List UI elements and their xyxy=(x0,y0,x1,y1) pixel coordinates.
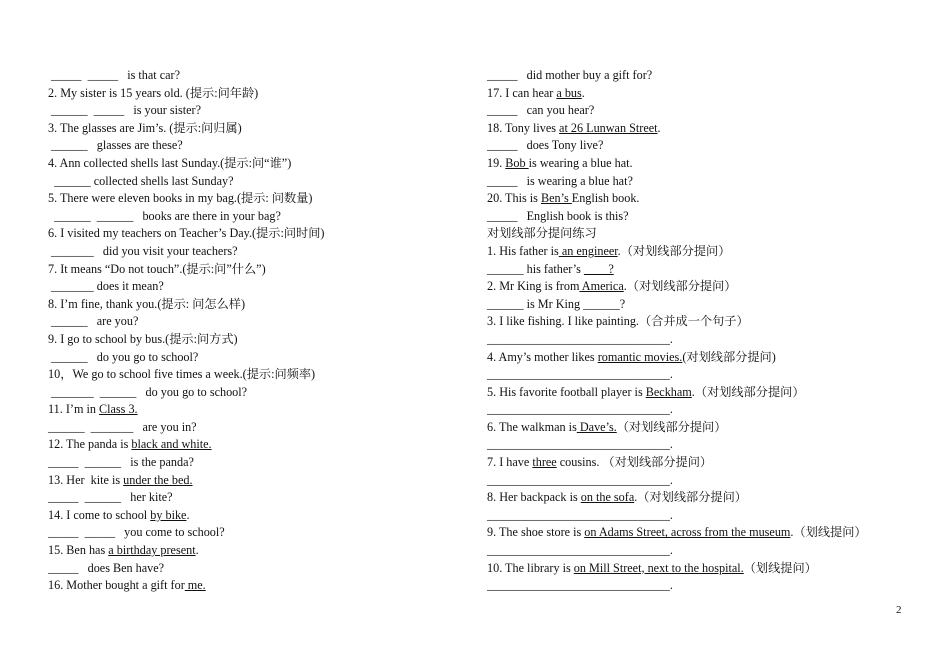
text-line xyxy=(48,524,448,542)
text-line xyxy=(487,102,917,120)
text-segment: ______________________________. xyxy=(487,331,673,346)
text-segment: 2. My sister is 15 years old. (提示:问年龄) xyxy=(48,85,259,100)
text-segment: 20. This is xyxy=(487,191,541,206)
text-line xyxy=(48,278,448,296)
text-line xyxy=(487,85,917,103)
text-segment: ______________________________. xyxy=(487,578,673,593)
text-segment: _____ can you hear? xyxy=(487,103,595,118)
text-line xyxy=(487,173,917,191)
text-segment: .（对划线部分提问） xyxy=(634,490,747,505)
underlined-segment: under the bed. xyxy=(123,472,193,487)
text-line xyxy=(48,313,448,331)
text-segment: 9. The shoe store is xyxy=(487,525,585,540)
text-segment: 1. His father is xyxy=(487,243,559,258)
text-segment: 4. Amy’s mother likes xyxy=(487,349,598,364)
text-segment: 7. I have xyxy=(487,455,533,470)
text-line xyxy=(48,137,448,155)
text-segment: 5. There were eleven books in my bag.(提示: 问数量) xyxy=(48,191,313,206)
text-line xyxy=(48,173,448,191)
text-line xyxy=(487,349,917,367)
underlined-segment: Dave’s. xyxy=(576,419,617,434)
underlined-segment: America xyxy=(579,279,624,294)
text-line xyxy=(487,278,917,296)
text-line xyxy=(487,524,917,542)
text-segment: 14. I come to school xyxy=(48,507,151,522)
text-line xyxy=(48,489,448,507)
underlined-segment: Beckham xyxy=(645,384,692,399)
text-segment: ______________________________. xyxy=(487,437,673,452)
text-segment: _______ ______ do you go to school? xyxy=(48,384,248,399)
text-segment: 11. I’m in xyxy=(48,402,99,417)
text-segment: ______ collected shells last Sunday? xyxy=(48,173,234,188)
text-segment: 9. I go to school by bus.(提示:问方式) xyxy=(48,331,238,346)
text-segment: _____ ______ her kite? xyxy=(48,490,173,505)
text-segment: _____ does Tony live? xyxy=(487,138,604,153)
text-segment: 10，We go to school five times a week.(提示:问频率) xyxy=(48,367,316,382)
text-line xyxy=(487,208,917,226)
text-segment: ______ _______ are you in? xyxy=(48,419,197,434)
text-line xyxy=(487,261,917,279)
underlined-segment: me. xyxy=(184,578,206,593)
text-line xyxy=(487,137,917,155)
text-segment: .（对划线部分提问） xyxy=(617,243,731,258)
text-segment: 6. The walkman is xyxy=(487,419,577,434)
text-segment: ______ is Mr King ______? xyxy=(487,296,626,311)
text-segment: 16. Mother bought a gift for xyxy=(48,578,185,593)
text-segment: (对划线部分提问) xyxy=(682,349,776,364)
text-segment: cousins. （对划线部分提问） xyxy=(556,455,713,470)
text-line xyxy=(48,507,448,525)
text-segment: is wearing a blue hat. xyxy=(528,155,633,170)
text-segment: ______________________________. xyxy=(487,367,673,382)
text-line xyxy=(487,401,917,419)
text-segment: 17. I can hear xyxy=(487,85,557,100)
text-line xyxy=(487,190,917,208)
text-line xyxy=(48,384,448,402)
underlined-segment: Ben’s xyxy=(540,191,572,206)
underlined-segment: romantic movies. xyxy=(597,349,683,364)
text-segment: . xyxy=(657,120,661,135)
underlined-segment: on the sofa xyxy=(580,490,635,505)
text-line xyxy=(48,472,448,490)
text-segment: .（对划线部分提问） xyxy=(691,384,805,399)
text-line xyxy=(487,366,917,384)
page-number: 2 xyxy=(896,604,902,616)
text-line xyxy=(487,243,917,261)
text-line xyxy=(48,542,448,560)
text-line xyxy=(48,67,448,85)
text-line xyxy=(487,331,917,349)
text-segment: _______ did you visit your teachers? xyxy=(48,243,238,258)
underlined-segment: on Mill Street, next to the hospital. xyxy=(573,560,744,575)
underlined-segment: ____? xyxy=(583,261,614,276)
text-segment: 3. The glasses are Jim’s. (提示:问归属) xyxy=(48,120,242,135)
underlined-segment: an engineer xyxy=(558,243,618,258)
text-segment: ______________________________. xyxy=(487,402,673,417)
text-line xyxy=(487,225,917,243)
underlined-segment: Bob xyxy=(505,155,529,170)
text-segment: _____ does Ben have? xyxy=(48,560,165,575)
text-segment: 7. It means “Do not touch”.(提示:问”什么”) xyxy=(48,261,266,276)
text-line xyxy=(48,208,448,226)
right-column xyxy=(487,67,917,595)
text-segment: _____ is wearing a blue hat? xyxy=(487,173,633,188)
text-segment: 6. I visited my teachers on Teacher’s Day.(提示:问时间) xyxy=(48,226,325,241)
text-segment: （对划线部分提问） xyxy=(616,419,727,434)
text-line xyxy=(487,155,917,173)
text-line xyxy=(48,155,448,173)
text-segment: 12. The panda is xyxy=(48,437,132,452)
underlined-segment: three xyxy=(532,455,557,470)
underlined-segment: a bus xyxy=(556,85,582,100)
text-segment: _____ _____ is that car? xyxy=(48,68,181,82)
text-segment: _____ ______ is the panda? xyxy=(48,455,194,470)
text-segment: _____ _____ you come to school? xyxy=(48,525,225,540)
text-line xyxy=(48,560,448,578)
text-segment: 8. Her backpack is xyxy=(487,490,581,505)
text-segment: ______ do you go to school? xyxy=(48,349,199,364)
text-line xyxy=(48,331,448,349)
text-segment: ______________________________. xyxy=(487,543,673,558)
underlined-segment: a birthday present xyxy=(108,543,196,558)
text-line xyxy=(48,436,448,454)
text-line xyxy=(48,577,448,595)
text-segment: 19. xyxy=(487,155,506,170)
text-line xyxy=(487,489,917,507)
text-segment: 对划线部分提问练习 xyxy=(487,226,597,241)
text-line xyxy=(48,102,448,120)
text-line xyxy=(487,577,917,595)
text-line xyxy=(48,85,448,103)
text-segment: 15. Ben has xyxy=(48,543,109,558)
text-line xyxy=(487,542,917,560)
text-line xyxy=(48,190,448,208)
text-segment: .（划线提问） xyxy=(790,525,867,540)
text-segment: （划线提问） xyxy=(743,560,817,575)
text-line xyxy=(48,419,448,437)
text-segment: ______ are you? xyxy=(48,314,139,329)
underlined-segment: Class 3. xyxy=(99,402,138,417)
underlined-segment: at 26 Lunwan Street xyxy=(559,120,658,135)
text-line xyxy=(48,225,448,243)
text-line xyxy=(487,560,917,578)
text-segment: 2. Mr King is from xyxy=(487,279,580,294)
text-segment: 4. Ann collected shells last Sunday.(提示:问“谁”) xyxy=(48,155,292,170)
text-segment: . xyxy=(195,543,199,558)
text-line xyxy=(487,507,917,525)
text-segment: ______________________________. xyxy=(487,507,673,522)
text-segment: 10. The library is xyxy=(487,560,574,575)
text-segment: . xyxy=(186,507,190,522)
text-segment: 5. His favorite football player is xyxy=(487,384,646,399)
text-segment: .（对划线部分提问） xyxy=(623,279,737,294)
text-line xyxy=(48,261,448,279)
text-segment: 13. Her kite is xyxy=(48,472,124,487)
text-segment: ______ glasses are these? xyxy=(48,138,183,153)
text-segment: ______ ______ books are there in your bag? xyxy=(48,208,281,223)
text-segment: _____ did mother buy a gift for? xyxy=(487,68,653,82)
underlined-segment: by bike xyxy=(150,507,187,522)
text-line xyxy=(48,296,448,314)
text-segment: . xyxy=(581,85,585,100)
text-segment: English book. xyxy=(571,191,640,206)
text-line xyxy=(48,401,448,419)
text-line xyxy=(487,419,917,437)
text-segment: _______ does it mean? xyxy=(48,279,164,294)
text-segment: 18. Tony lives xyxy=(487,120,560,135)
text-line xyxy=(487,67,917,85)
text-line xyxy=(487,436,917,454)
text-line xyxy=(48,120,448,138)
left-column xyxy=(48,67,448,595)
text-segment: _____ English book is this? xyxy=(487,208,629,223)
text-segment: ______________________________. xyxy=(487,472,673,487)
text-line xyxy=(487,120,917,138)
text-segment: ______ _____ is your sister? xyxy=(48,103,202,118)
underlined-segment: black and white. xyxy=(131,437,212,452)
underlined-segment: on Adams Street, across from the museum xyxy=(584,525,791,540)
text-line xyxy=(48,454,448,472)
text-segment: ______ his father’s xyxy=(487,261,584,276)
text-line xyxy=(487,296,917,314)
text-line xyxy=(487,384,917,402)
text-segment: 3. I like fishing. I like painting.（合并成一个句子） xyxy=(487,314,749,329)
text-line xyxy=(48,243,448,261)
text-line xyxy=(487,472,917,490)
text-line xyxy=(48,349,448,367)
text-line xyxy=(48,366,448,384)
text-line xyxy=(487,454,917,472)
text-line xyxy=(487,313,917,331)
text-segment: 8. I’m fine, thank you.(提示: 问怎么样) xyxy=(48,296,245,311)
